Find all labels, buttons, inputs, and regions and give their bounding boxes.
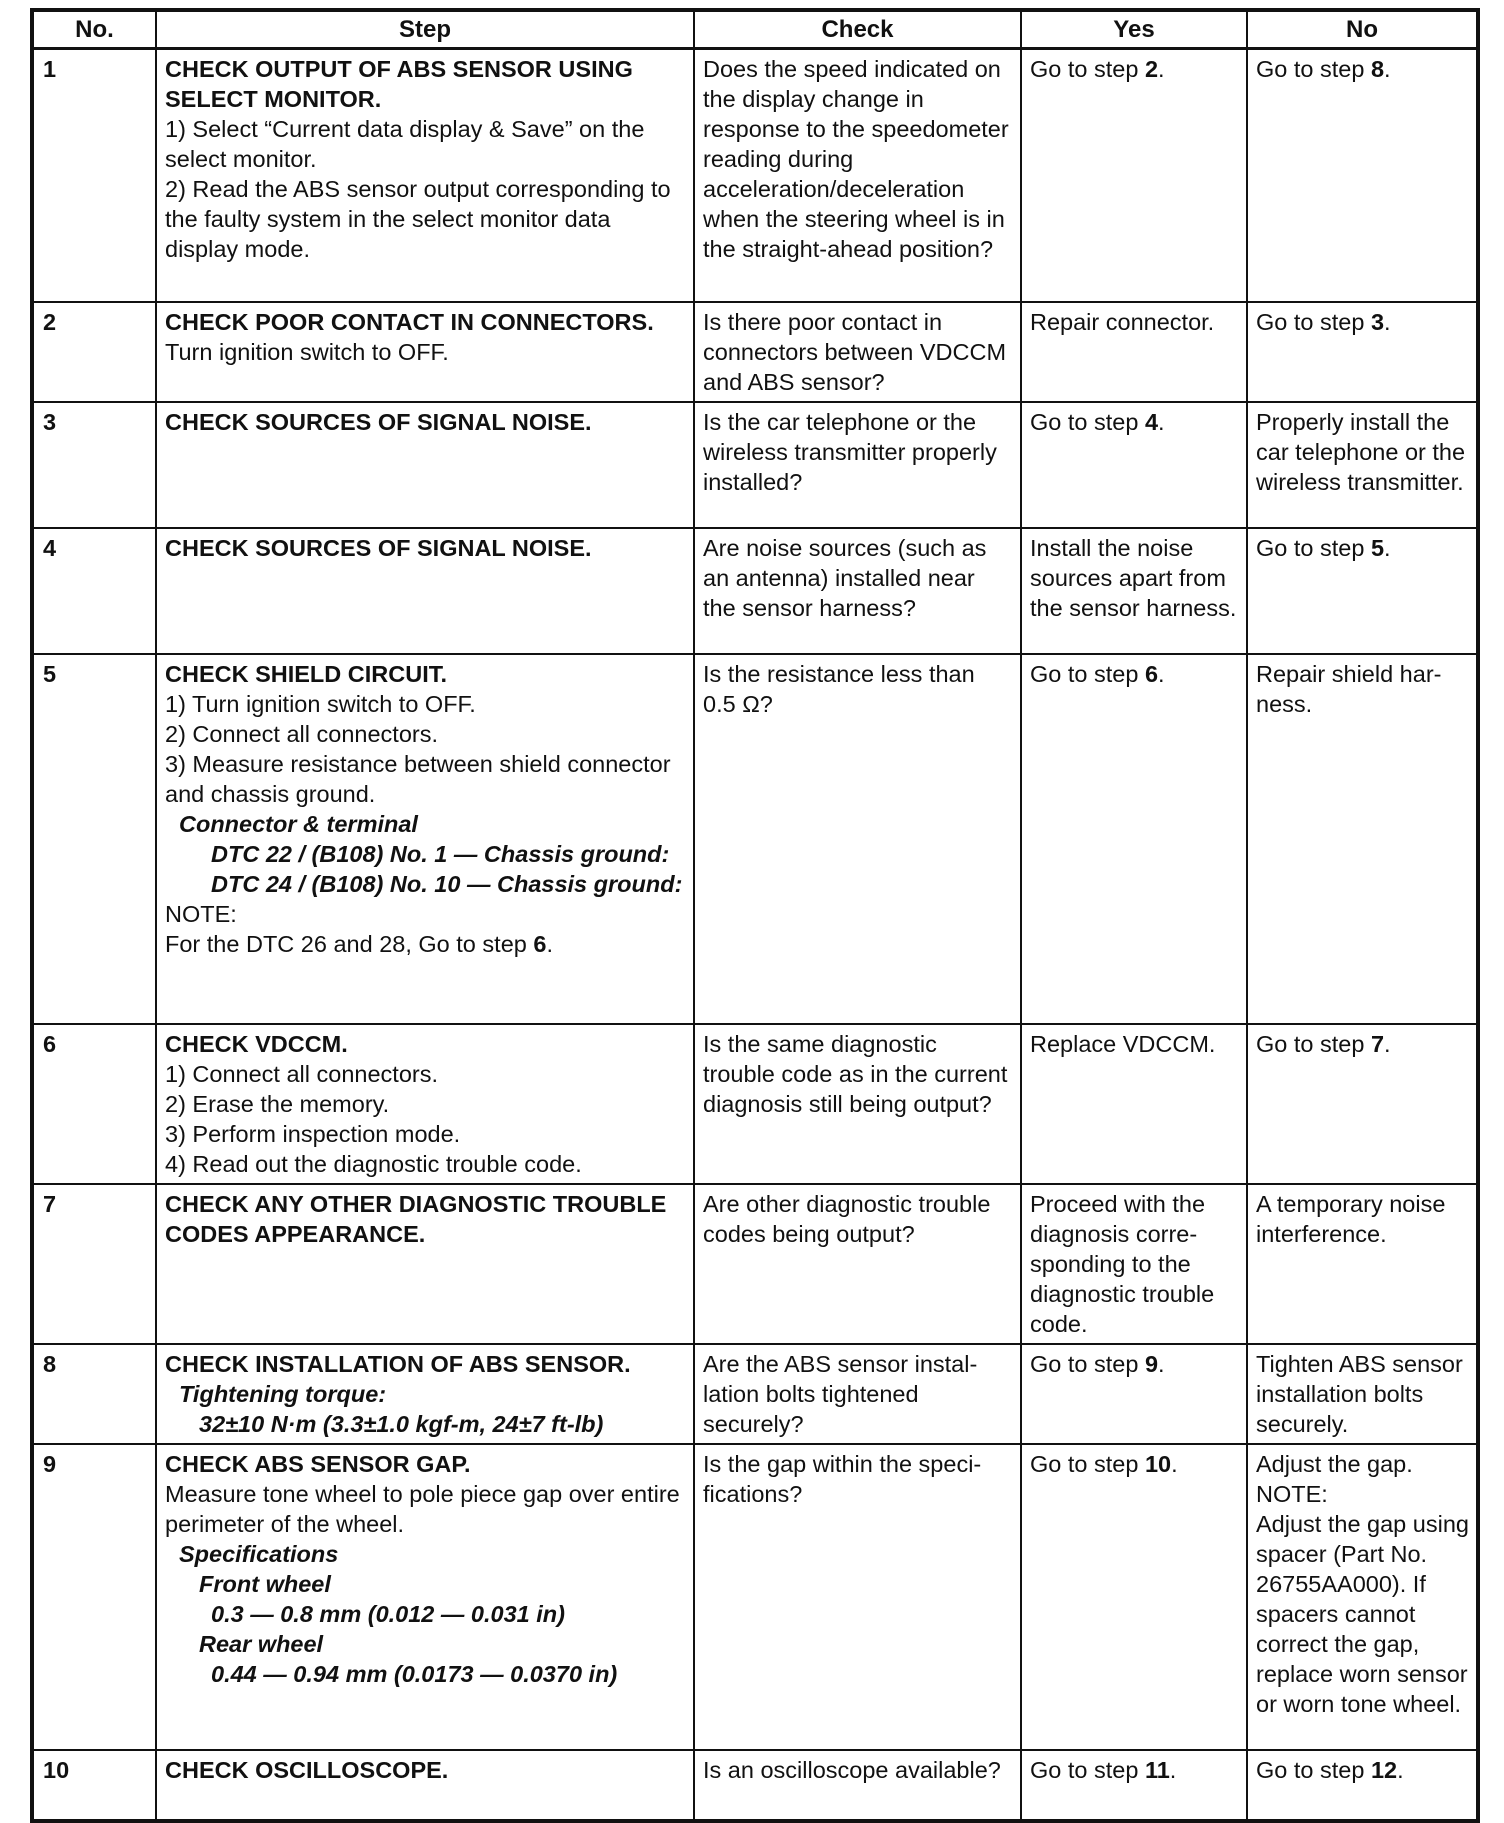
check-cell: Does the speed indicated on the display change in response to the speedometer reading during acceleration/deceleration when the steering wheel is in the straight-ahead position? (694, 49, 1021, 303)
no-cell: Properly install the car telephone or the wireless transmitter. (1247, 402, 1478, 528)
header-no-result: No (1247, 10, 1478, 49)
no-prefix: Go to step (1256, 1757, 1371, 1783)
step-cell (156, 654, 694, 1024)
step-cell (156, 1344, 694, 1444)
table-row (32, 528, 1478, 654)
no-prefix: Go to step (1256, 309, 1371, 335)
step-cell (156, 402, 694, 528)
rear-wheel-label: Rear wheel (199, 1631, 324, 1657)
step-instruction: Turn ignition switch to OFF. (165, 339, 449, 365)
step-cell (156, 1750, 694, 1821)
yes-prefix: Go to step (1030, 1351, 1145, 1377)
yes-cell (1021, 402, 1247, 528)
yes-step-ref: 6 (1144, 661, 1159, 687)
step-title: CHECK SOURCES OF SIGNAL NOISE. (165, 535, 592, 561)
yes-prefix: Go to step (1030, 1757, 1145, 1783)
no-cell (1247, 528, 1478, 654)
no-cell: Tighten ABS sensor installation bolts securely. (1247, 1344, 1478, 1444)
yes-step-ref: 11 (1144, 1757, 1170, 1783)
yes-suffix: . (1158, 56, 1165, 82)
no-step-ref: 8 (1370, 56, 1385, 82)
header-yes: Yes (1021, 10, 1247, 49)
check-cell: Is an oscilloscope available? (694, 1750, 1021, 1821)
no-prefix: Go to step (1256, 56, 1371, 82)
yes-prefix: Go to step (1030, 661, 1145, 687)
no-suffix: . (1397, 1757, 1404, 1783)
diagnostic-table (30, 8, 1480, 1823)
step-title: CHECK OSCILLOSCOPE. (165, 1757, 449, 1783)
step-cell (156, 1444, 694, 1750)
header-step: Step (156, 10, 694, 49)
note-text (165, 929, 686, 959)
check-cell: Is the car telephone or the wireless transmitter properly installed? (694, 402, 1021, 528)
diagnostic-procedure-sheet (30, 8, 1476, 1823)
step-cell (156, 49, 694, 303)
table-row (32, 49, 1478, 303)
step-title: CHECK SHIELD CIRCUIT. (165, 661, 448, 687)
no-suffix: . (1384, 1031, 1391, 1057)
step-cell (156, 1024, 694, 1184)
no-step-ref: 12 (1370, 1757, 1398, 1783)
no-suffix: . (1384, 56, 1391, 82)
step-number: 3 (32, 402, 156, 528)
yes-cell (1021, 654, 1247, 1024)
no-step-ref: 5 (1370, 535, 1385, 561)
yes-cell: Replace VDCCM. (1021, 1024, 1247, 1184)
header-no: No. (32, 10, 156, 49)
step-number: 5 (32, 654, 156, 1024)
rear-wheel-value: 0.44 — 0.94 mm (0.0173 — 0.0370 in) (211, 1661, 618, 1687)
yes-prefix: Go to step (1030, 409, 1145, 435)
spec-line: DTC 24 / (B108) No. 10 — Chassis ground: (211, 871, 683, 897)
step-number: 4 (32, 528, 156, 654)
note-suffix: . (546, 931, 553, 957)
step-instruction: 2) Erase the memory. (165, 1091, 390, 1117)
step-title: CHECK ANY OTHER DIAGNOSTIC TROUBLE CODES APPEARANCE. (165, 1191, 667, 1247)
no-cell (1247, 49, 1478, 303)
check-cell: Are the ABS sensor installation bolts tightened securely? (694, 1344, 1021, 1444)
table-row (32, 654, 1478, 1024)
no-cell: Repair shield harness. (1247, 654, 1478, 1024)
no-cell (1247, 302, 1478, 402)
spec-line: DTC 22 / (B108) No. 1 — Chassis ground: (211, 841, 670, 867)
spec-heading: Tightening torque: (179, 1381, 387, 1407)
no-step-ref: 3 (1370, 309, 1385, 335)
yes-cell (1021, 1444, 1247, 1750)
step-number: 6 (32, 1024, 156, 1184)
spec-heading: Connector & terminal (179, 811, 418, 837)
step-instruction: 2) Connect all connectors. (165, 721, 439, 747)
no-cell (1247, 1750, 1478, 1821)
note-label: NOTE: (165, 901, 237, 927)
no-cell (1247, 1024, 1478, 1184)
step-title: CHECK POOR CONTACT IN CONNECTORS. (165, 309, 654, 335)
yes-suffix: . (1169, 1757, 1177, 1783)
check-cell: Is there poor contact in connectors between VDCCM and ABS sensor? (694, 302, 1021, 402)
no-suffix: . (1384, 309, 1391, 335)
no-step-ref: 7 (1370, 1031, 1385, 1057)
step-instruction: 1) Connect all connectors. (165, 1061, 439, 1087)
step-cell (156, 528, 694, 654)
check-cell: Are other diagnostic trouble codes being output? (694, 1184, 1021, 1344)
no-prefix: Go to step (1256, 535, 1371, 561)
step-instruction: 1) Select “Current data display & Save” on the select monitor. (165, 116, 645, 172)
yes-suffix: . (1158, 409, 1165, 435)
step-cell (156, 1184, 694, 1344)
yes-cell: Repair connector. (1021, 302, 1247, 402)
no-suffix: . (1384, 535, 1391, 561)
note-step-ref: 6 (533, 931, 547, 957)
table-header-row (32, 10, 1478, 49)
check-cell: Is the resistance less than 0.5 Ω? (694, 654, 1021, 1024)
step-title: CHECK OUTPUT OF ABS SENSOR USING SELECT MONITOR. (165, 56, 633, 112)
step-instruction: 3) Perform inspection mode. (165, 1121, 461, 1147)
note-prefix: For the DTC 26 and 28, Go to step (165, 931, 534, 957)
yes-prefix: Go to step (1030, 56, 1145, 82)
note-label: NOTE: (1256, 1481, 1328, 1507)
yes-step-ref: 9 (1144, 1351, 1159, 1377)
table-row (32, 1184, 1478, 1344)
check-cell: Is the same diagnostic trouble code as in the current diagnosis still being output? (694, 1024, 1021, 1184)
step-instruction: 4) Read out the diagnostic trouble code. (165, 1151, 582, 1177)
yes-cell (1021, 1344, 1247, 1444)
step-instruction: 1) Turn ignition switch to OFF. (165, 691, 476, 717)
check-cell: Is the gap within the specifications? (694, 1444, 1021, 1750)
note-text: Adjust the gap using spacer (Part No. 26755AA000). If spacers cannot correct the gap, replace worn sensor or worn tone wheel. (1256, 1511, 1469, 1717)
yes-suffix: . (1158, 1351, 1165, 1377)
yes-cell (1021, 1750, 1247, 1821)
step-title: CHECK INSTALLATION OF ABS SENSOR. (165, 1351, 631, 1377)
step-number: 7 (32, 1184, 156, 1344)
step-instruction: 3) Measure resistance between shield connector and chassis ground. (165, 751, 671, 807)
step-title: CHECK SOURCES OF SIGNAL NOISE. (165, 409, 592, 435)
table-row (32, 302, 1478, 402)
yes-cell: Install the noise sources apart from the sensor harness. (1021, 528, 1247, 654)
no-cell: A temporary noise interference. (1247, 1184, 1478, 1344)
spec-line: 32±10 N·m (3.3±1.0 kgf-m, 24±7 ft-lb) (199, 1411, 604, 1437)
step-number: 2 (32, 302, 156, 402)
yes-step-ref: 4 (1144, 409, 1159, 435)
front-wheel-value: 0.3 — 0.8 mm (0.012 — 0.031 in) (211, 1601, 565, 1627)
step-instruction: 2) Read the ABS sensor output corresponding to the faulty system in the select monitor data display mode. (165, 176, 671, 262)
step-number: 1 (32, 49, 156, 303)
yes-step-ref: 10 (1144, 1451, 1172, 1477)
yes-cell (1021, 49, 1247, 303)
no-text: Adjust the gap. (1256, 1451, 1413, 1477)
yes-cell: Proceed with the diagnosis corresponding to the diagnostic trouble code. (1021, 1184, 1247, 1344)
check-cell: Are noise sources (such as an antenna) installed near the sensor harness? (694, 528, 1021, 654)
step-title: CHECK ABS SENSOR GAP. (165, 1451, 471, 1477)
table-row (32, 1750, 1478, 1821)
step-number: 10 (32, 1750, 156, 1821)
step-number: 9 (32, 1444, 156, 1750)
step-title: CHECK VDCCM. (165, 1031, 348, 1057)
no-prefix: Go to step (1256, 1031, 1371, 1057)
yes-suffix: . (1171, 1451, 1178, 1477)
header-check: Check (694, 10, 1021, 49)
table-row (32, 1444, 1478, 1750)
no-cell (1247, 1444, 1478, 1750)
yes-step-ref: 2 (1144, 56, 1159, 82)
yes-suffix: . (1158, 661, 1165, 687)
step-instruction: Measure tone wheel to pole piece gap over entire perimeter of the wheel. (165, 1481, 680, 1537)
table-row (32, 1024, 1478, 1184)
spec-heading: Specifications (179, 1541, 339, 1567)
step-cell (156, 302, 694, 402)
table-row (32, 402, 1478, 528)
yes-prefix: Go to step (1030, 1451, 1145, 1477)
front-wheel-label: Front wheel (199, 1571, 331, 1597)
step-number: 8 (32, 1344, 156, 1444)
table-row (32, 1344, 1478, 1444)
